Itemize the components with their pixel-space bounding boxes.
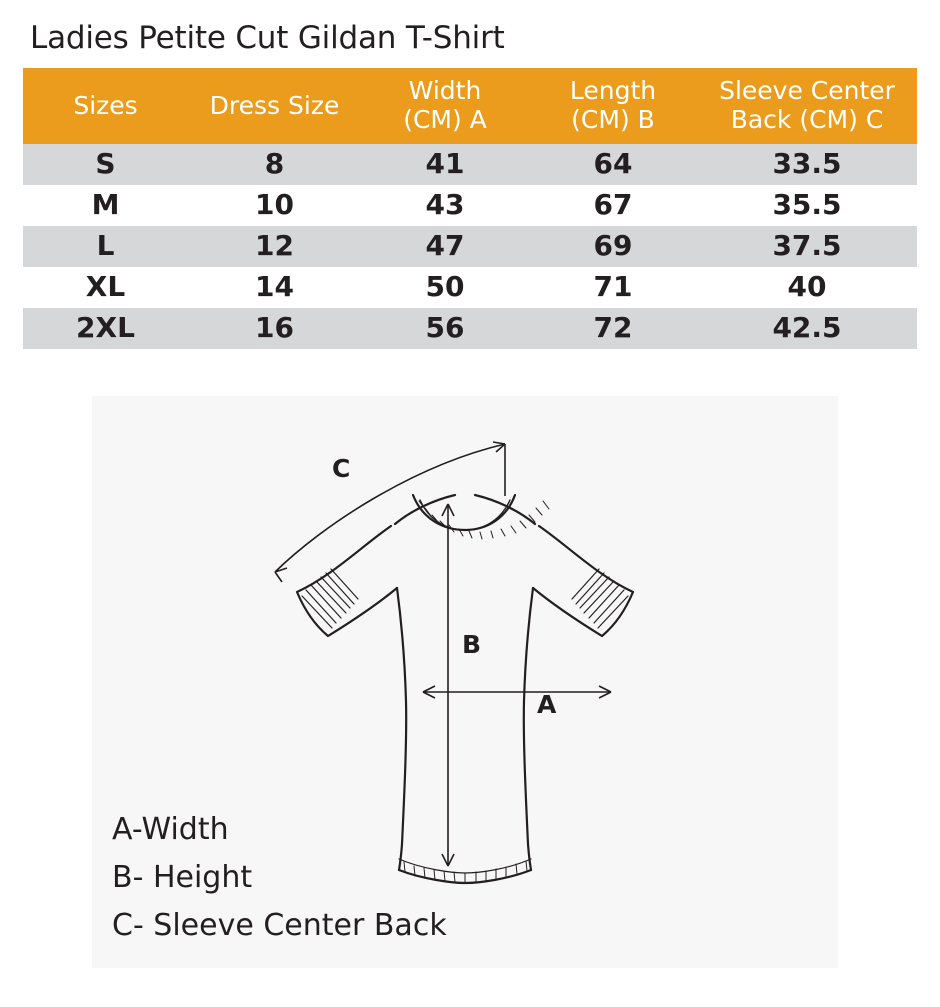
cell-sleeve: 40 [697, 267, 917, 308]
column-header-width-line2: (CM) A [403, 105, 487, 134]
table-row [23, 185, 917, 226]
cell-length: 69 [529, 226, 697, 267]
cell-size: M [23, 185, 188, 226]
column-header-sleeve-line2: Back (CM) C [730, 105, 884, 134]
dimension-label-c: C [332, 454, 351, 483]
cell-size: S [23, 144, 188, 185]
cell-dress-size: 16 [188, 308, 361, 349]
dimension-label-a: A [537, 690, 557, 719]
column-header-length [529, 68, 697, 144]
legend-item-a: A-Width [112, 812, 229, 847]
cell-length: 67 [529, 185, 697, 226]
cell-sleeve: 42.5 [697, 308, 917, 349]
cell-dress-size: 8 [188, 144, 361, 185]
column-header-width [361, 68, 529, 144]
cell-size: L [23, 226, 188, 267]
cell-sleeve: 35.5 [697, 185, 917, 226]
cell-size: 2XL [23, 308, 188, 349]
column-header-dress-size-line1: Dress Size [209, 90, 340, 120]
cell-size: XL [23, 267, 188, 308]
table-header-row [23, 68, 917, 144]
size-chart-table [23, 68, 917, 349]
column-header-sizes-line1: Sizes [73, 90, 138, 120]
cell-length: 72 [529, 308, 697, 349]
table-row [23, 226, 917, 267]
dimension-label-b: B [462, 630, 482, 659]
table-row [23, 144, 917, 185]
column-header-length-line1: Length [569, 76, 657, 105]
column-header-sleeve-line1: Sleeve Center [719, 76, 895, 105]
table-row [23, 308, 917, 349]
cell-dress-size: 12 [188, 226, 361, 267]
cell-sleeve: 37.5 [697, 226, 917, 267]
cell-width: 43 [361, 185, 529, 226]
cell-length: 64 [529, 144, 697, 185]
column-header-sizes [23, 68, 188, 144]
legend-item-b: B- Height [112, 860, 253, 895]
cell-dress-size: 10 [188, 185, 361, 226]
cell-width: 47 [361, 226, 529, 267]
column-header-dress-size [188, 68, 361, 144]
cell-width: 41 [361, 144, 529, 185]
column-header-width-line1: Width [408, 76, 482, 105]
cell-width: 56 [361, 308, 529, 349]
table-row [23, 267, 917, 308]
cell-width: 50 [361, 267, 529, 308]
column-header-sleeve-center-back [697, 68, 917, 144]
page-title: Ladies Petite Cut Gildan T-Shirt [30, 20, 505, 56]
column-header-length-line2: (CM) B [571, 105, 655, 134]
cell-length: 71 [529, 267, 697, 308]
cell-sleeve: 33.5 [697, 144, 917, 185]
legend-item-c: C- Sleeve Center Back [112, 908, 447, 943]
cell-dress-size: 14 [188, 267, 361, 308]
